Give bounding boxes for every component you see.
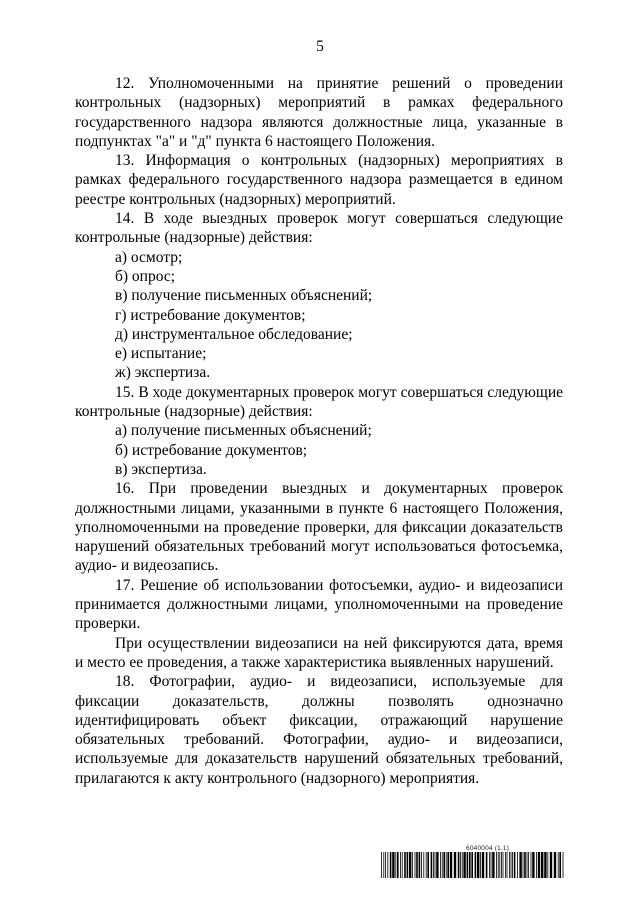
paragraph: 14. В ходе выездных проверок могут совершаться следующие контрольные (надзорные) действия: (75, 210, 563, 247)
list-item: в) получение письменных объяснений; (115, 287, 373, 305)
list-item: д) инструментальное обследование; (115, 325, 353, 343)
page-number: 5 (316, 38, 324, 55)
list-item: б) истребование документов; (115, 441, 308, 459)
list-item: в) экспертиза. (115, 460, 207, 478)
list-item: е) испытание; (115, 345, 207, 363)
barcode-icon (381, 852, 564, 878)
paragraph: 17. Решение об использовании фотосъемки, аудио- и видеозаписи принимается должностными лицами, уполномоченными на проведение проверки. (75, 576, 563, 633)
document-body (75, 74, 563, 788)
paragraph: 16. При проведении выездных и документарных проверок должностными лицами, указанными в пункте 6 настоящего Положения, уполномоченными на проведение проверки, для фиксации доказательств нарушений обязательных требований могут использоваться фотосъемка, аудио- и видеозапись. (75, 480, 563, 575)
list-item: ж) экспертиза. (115, 364, 211, 382)
paragraph: 13. Информация о контрольных (надзорных) мероприятиях в рамках федерального государственного надзора размещается в едином реестре контрольных (надзорных) мероприятий. (75, 152, 563, 208)
document-code: 6040004 (1.1) (466, 845, 510, 852)
list-item: б) опрос; (115, 267, 176, 285)
paragraph: 12. Уполномоченными на принятие решений о проведении контрольных (надзорных) мероприятий в рамках федерального государственного надзора являются должностные лица, указанные в подпунктах "а" и "д" пункта 6 настоящего Положения. (75, 75, 563, 150)
paragraph: 18. Фотографии, аудио- и видеозаписи, используемые для фиксации доказательств, должны позволять однозначно идентифицировать объект фиксации, отражающий нарушение обязательных требований. Фотографии, аудио- и видеозаписи, используемые для доказательств нарушений обязательных требований, прилагаются к акту контрольного (надзорного) мероприятия. (75, 673, 563, 787)
list-item: г) истребование документов; (115, 306, 306, 324)
list-item: а) осмотр; (115, 248, 183, 266)
paragraph: 15. В ходе документарных проверок могут совершаться следующие контрольные (надзорные) действия: (75, 383, 563, 421)
list-item: а) получение письменных объяснений; (115, 422, 372, 440)
paragraph: При осуществлении видеозаписи на ней фиксируются дата, время и место ее проведения, а также характеристика выявленных нарушений. (75, 634, 563, 671)
